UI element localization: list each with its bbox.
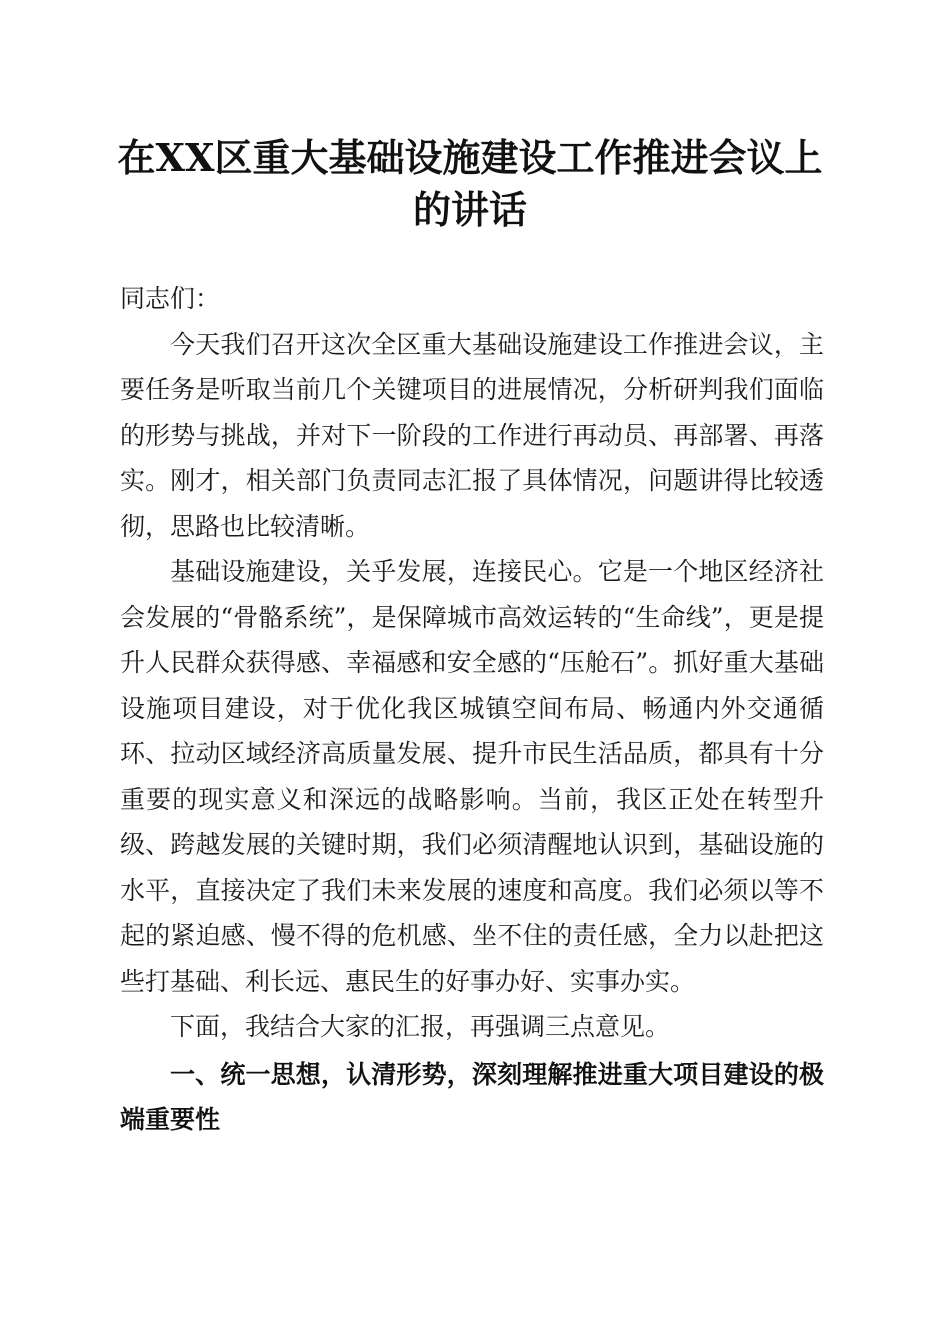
salutation: 同志们： [120,284,221,313]
paragraph-transition: 下面，我结合大家的汇报，再强调三点意见。 [170,1012,671,1041]
document-title: 在XX区重大基础设施建设工作推进会议上的讲话 [117,135,823,232]
paragraph-opening: 今天我们召开这次全区重大基础设施建设工作推进会议，主要任务是听取当前几个关键项目的进展情况，分析研判我们面临的形势与挑战，并对下一阶段的工作进行再动员、再部署、再落实。刚才，相关部门负责同志汇报了具体情况，问题讲得比较透彻，思路也比较清晰。 [120,329,824,541]
section-heading-one: 一、统一思想，认清形势，深刻理解推进重大项目建设的极端重要性 [120,1059,824,1134]
paragraph-infrastructure-importance: 基础设施建设，关乎发展，连接民心。它是一个地区经济社会发展的“骨骼系统”，是保障城市高效运转的“生命线”，更是提升人民群众获得感、幸福感和安全感的“压舱石”。抓好重大基础设施项目建设，对于优化我区城镇空间布局、畅通内外交通循环、拉动区域经济高质量发展、提升市民生活品质，都具有十分重要的现实意义和深远的战略影响。当前，我区正处在转型升级、跨越发展的关键时期，我们必须清醒地认识到，基础设施的水平，直接决定了我们未来发展的速度和高度。我们必须以等不起的紧迫感、慢不得的危机感、坐不住的责任感，全力以赴把这些打基础、利长远、惠民生的好事办好、实事办实。 [120,557,824,996]
document-body [120,276,824,1143]
